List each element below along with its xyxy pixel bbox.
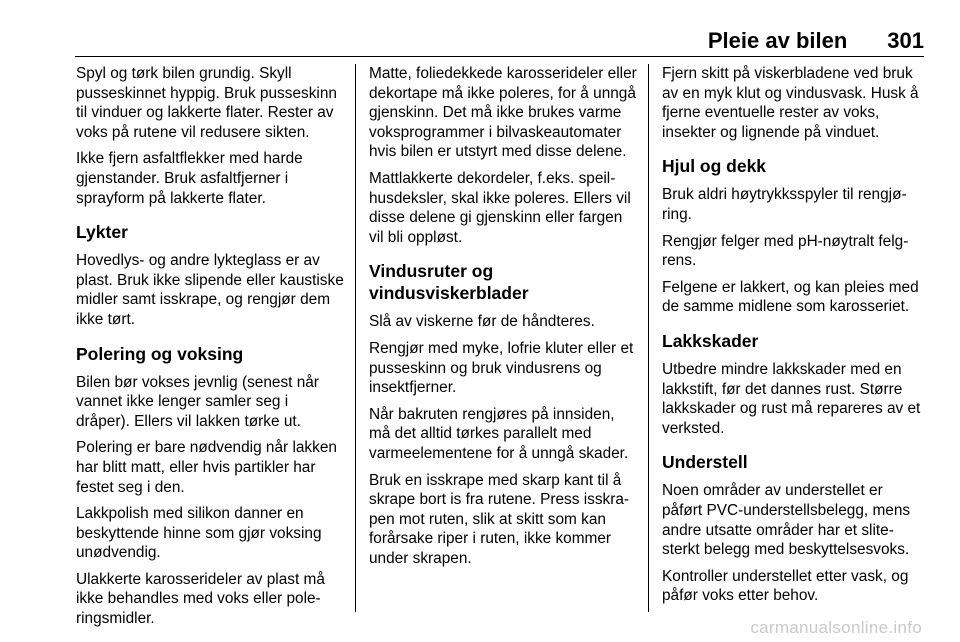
column-divider (648, 64, 649, 612)
header-rule (75, 56, 924, 57)
paragraph: Bruk aldri høytrykksspyler til rengjøring. (662, 186, 907, 223)
paragraph: Hovedlys- og andre lykteglass er av plast. Bruk ikke slipende eller kaustiske midler samt isskrape, og rengjør dem ikke tørt. (76, 252, 344, 328)
paragraph: Spyl og tørk bilen grundig. Skyll pusseskinnet hyppig. Bruk pusseskinn til vinduer og lakkerte flater. Rester av voks på rutene vil redusere sikten. (76, 65, 337, 141)
heading-hjul-og-dekk: Hjul og dekk (662, 156, 767, 177)
heading-polering: Polering og voksing (76, 343, 244, 364)
paragraph: Polering er bare nødvendig når lakken har blitt matt, eller hvis partikler har festet seg i den. (76, 439, 337, 496)
paragraph: Ulakkerte karosserideler av plast må ikke behandles med voks eller poleringsmidler. (76, 570, 325, 628)
heading-lakkskader: Lakkskader (662, 330, 759, 351)
page-number: 301 (887, 28, 924, 53)
paragraph: Matte, foliedekkede karosserideler eller dekortape må ikke poleres, for å unngå gjenskinn. Det må ikke brukes varme voksprogrammer i bilvaskeautomater hvis bilen er utstyrt med disse delene. (369, 65, 637, 161)
column-2 (369, 64, 637, 575)
paragraph: Når bakruten rengjøres på innsiden, må det alltid tørkes parallelt med varmeelementene for å unngå skader. (369, 405, 629, 462)
paragraph: Utbedre mindre lakkskader med en lakkstift, før det dannes rust. Større lakkskader og rust må repareres av et verksted. (662, 360, 921, 437)
paragraph: Rengjør felger med pH-nøytralt felgrens. (662, 232, 909, 270)
watermark: carmanualsonline.info (750, 618, 922, 637)
column-3 (662, 64, 926, 613)
paragraph: Lakkpolish med silikon danner en beskyttende hinne som gjør voksing unødvendig. (76, 505, 322, 562)
paragraph: Rengjør med myke, lofrie kluter eller et pusseskinn og bruk vindusrens og insektfjerner. (369, 339, 634, 397)
section-title: Pleie av bilen (707, 28, 848, 53)
page-header (708, 28, 924, 54)
heading-understell: Understell (662, 452, 748, 473)
column-1 (76, 64, 344, 636)
paragraph: Bruk en isskrape med skarp kant til å skrape bort is fra rutene. Press isskrapen mot ruten, slik at skitt som kan forårsake riper i ruten, ikke kommer under skrapen. (369, 471, 630, 567)
paragraph: Mattlakkerte dekordeler, f.eks. speilhusdeksler, skal ikke poleres. Ellers vil disse delene gi gjenskinn eller fargen vil bli oppløst. (369, 169, 631, 246)
paragraph: Slå av viskerne før de håndteres. (369, 313, 595, 331)
paragraph: Kontroller understellet etter vask, og påfør voks etter behov. (662, 567, 909, 605)
paragraph: Bilen bør vokses jevnlig (senest når vannet ikke lenger samler seg i dråper). Ellers vil lakken tørke ut. (76, 373, 319, 430)
paragraph: Felgene er lakkert, og kan pleies med de samme midlene som karosseriet. (662, 278, 919, 316)
paragraph: Ikke fjern asfaltflekker med harde gjenstander. Bruk asfaltfjerner i sprayform på lakkerte flater. (76, 150, 303, 207)
paragraph: Noen områder av understellet er påført PVC-understellsbelegg, mens andre utsatte områder har et slitesterkt belegg med beskyttelsesvoks. (662, 482, 911, 559)
heading-lykter: Lykter (76, 222, 128, 243)
column-divider (355, 64, 356, 612)
heading-vindusruter: Vindusruter og vindusviskerblader (369, 261, 529, 304)
paragraph: Fjern skitt på viskerbladene ved bruk av en myk klut og vindusvask. Husk å fjerne eventuelle rester av voks, insekter og lignende på vinduet. (662, 65, 919, 141)
